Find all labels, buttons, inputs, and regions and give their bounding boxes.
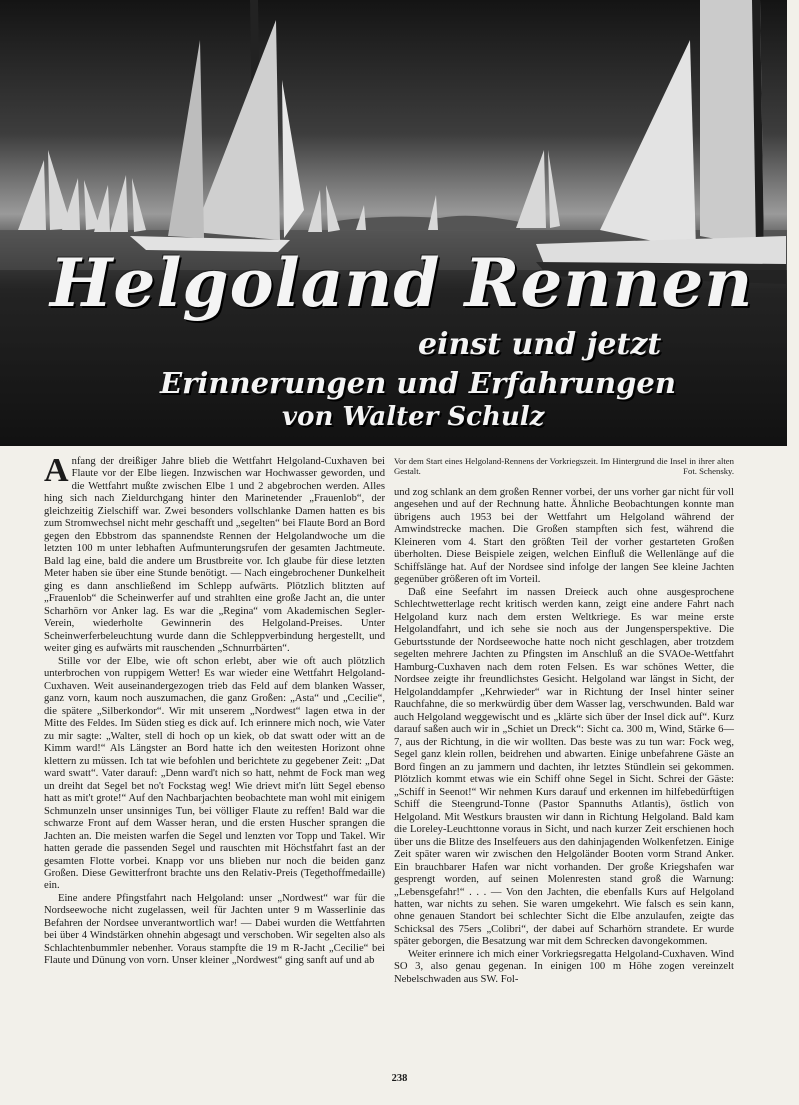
paragraph — [44, 452, 385, 656]
page-number: 238 — [391, 1073, 408, 1084]
header-photo — [0, 0, 787, 446]
text-column-left — [44, 452, 385, 968]
photo-credit: Fot. Schensky. — [683, 466, 734, 476]
paragraph: Daß eine Seefahrt im nassen Dreieck auch ohne ausgesprochene Schlechtwetterlage recht kritisch werden kann, zeigt eine andere Fahrt nach Helgoland kurz nach dem ersten Weltkriege. Es war meine erste Helgolandfahrt, und ich sehe sie noch aus der Jungensperspektive. Die Geburtsstunde der Nordseewoche hatte noch nicht geschlagen, aber trotzdem segelten mehrere Jachten zu Pfingsten im Anschluß an die SVAOe-Wettfahrt Hamburg-Cuxhaven nach dem roten Felsen. Es war schönes Wetter, die Nordsee zeigte ihr freundlichstes Gesicht. Helgoland war längst in Sicht, der Helgolanddampfer „Kehrwieder“ war in Richtung der Insel hinter seiner Rauchfahne, die so merkwürdig über dem Wasser lag, verschwunden. Bald war auch Helgoland weggewischt und es „klärte sich über der Insel dick auf“. Kurz darauf saßen auch wir in „Schiet un Dreck“: Sicht ca. 300 m, Wind, Stärke 6—7, aus der Richtung, in die wir wollten. Das beste was zu tun war: Fock weg, Segel ganz klein rollen, beidrehen und abwarten. Einige unbefahrene Gäste an Bord fingen an zu jammern und dachten, ihr letztes Stündlein sei gekommen. Plötzlich kommt etwas wie ein Schiff ohne Segel in Sicht. Schrei der Gäste: „Schiff in Seenot!“ Wir nehmen Kurs darauf und erkennen im hilfebedürftigen Schiff die Steengrund-Tonne (Pastor Spannuths Atlantis), östlich von Helgoland. Mit Westkurs brausten wir dann in Richtung Helgoland. Bald kam die Loreley-Leuchttonne voraus in Sicht, und nach kurzer Zeit erschienen hoch über uns die Blitze des Inselfeuers aus den dahinjagenden Wolkenfetzen. Einige Zeit später waren wir zwischen den Helgoländer Booten vorm Strand Anker. Ein brauchbarer Hafen war nicht vorhanden. Der große Kriegshafen war gesprengt worden, auf seinen Molenresten stand groß die Warnung: „Lebensgefahr!“ . . . — Von den Jachten, die ebenfalls Kurs auf Helgoland hatten, war nichts zu sehen. Sie waren umgekehrt. Wie falsch es sein kann, ohne genauen Standort bei schlechter Sicht die Elbe anzulaufen, zeigte das Schicksal des 75ers „Colibri“, der dabei auf Scharhörn strandete. Er wurde später geborgen, die Besatzung war mit dem Schrecken davongekommen. — [394, 586, 734, 948]
drop-cap: A — [44, 452, 69, 489]
paragraph: Weiter erinnere ich mich einer Vorkriegsregatta Helgoland-Cuxhaven. Wind SO 3, also genau gegenan. In einigen 100 m Höhe zogen vereinzelt Nebelschwaden aus SW. Fol- — [394, 948, 734, 985]
paragraph: Eine andere Pfingstfahrt nach Helgoland: unser „Nordwest“ war für die Nordseewoche nicht zugelassen, weil für Jachten unter 9 m Wasserlinie das Befahren der Nordsee unverantwortlich war! — Dabei wurden die Wettfahrten bei über 4 Windstärken ohnehin abgesagt und verschoben. Wir segelten also als Schlachtenbummler nebenher. Voraus stampfte die 19 m R-Jacht „Cecilie“ bei Flaute und Dünung von vorn. Unser kleiner „Nordwest“ ging sanft auf und ab — [44, 892, 385, 967]
paragraph: Stille vor der Elbe, wie oft schon erlebt, aber wie oft auch plötzlich unterbrochen von ruppigem Wetter! Es war wieder eine Wettfahrt Helgoland-Cuxhaven. Weit auseinandergezogen trieb das Feld auf dem blanken Wasser, ganz vorn, kaum noch auszumachen, die ganz Großen: „Asta“ und „Cecilie“, die spätere „Silberkondor“. Wir mit unserem „Nordwest“ lagen etwa in der Mitte des Feldes. Im Süden stieg es dick auf. Ich erinnere mich noch, wie Vater zu mir sagte: „Walter, stell di hoch op un kiek, ob dat swatt oder witt an de Kimm ward!“ Als Längster an Bord hatte ich den weitesten Horizont ohne klettern zu müssen. Ich tat wie befohlen und berichtete zu gegebener Zeit: „Dat ward swatt“. Vater darauf: „Denn ward't nich so hatt, nehmt de Fock man weg un dreiht dat Segel bet no't Fockstag weg! Wie drievt mit'n lütt Segel ebenso hatt as mit't grote!“ Auf den Nachbarjachten beobachtete man wohl mit einigem Schmunzeln unser unsinniges Tun, bei völliger Flaute zu reffen! Bald war die schwarze Front auf dem Wasser heran, und die ersten Huscher sprangen die Jachten an. Die meisten warfen die Segel und lenzten vor Topp und Takel. Wir hatten gerade die passenden Segel und rauschten mit Höchstfahrt fast an der gesamten Flotte vorbei. Knapp vor uns blieben nur noch die beiden ganz Großen. Diese Gewitterfront brachte uns den Relativ-Preis (Tegethoffmedaille) ein. — [44, 655, 385, 892]
headline: Helgoland Rennen — [50, 244, 754, 322]
caption-text: Vor dem Start eines Helgoland-Rennens der Vorkriegszeit. Im Hintergrund die Insel in ihrer alten Gestalt. — [394, 456, 734, 476]
headline-subtitle-2: Erinnerungen und Erfahrungen — [160, 366, 676, 400]
text-column-right — [394, 456, 734, 986]
photo-caption — [394, 456, 734, 476]
paragraph: und zog schlank an dem großen Renner vorbei, der uns vorher gar nicht für voll angesehen und auf der Rechnung hatte. Ähnliche Beobachtungen konnte man übrigens auch 1953 bei der Wettfahrt um Helgoland während der Amwindstrecke machen. Die Großen stampften sich fest, während die Kleineren vom 4. Start den größten Teil der vorher gestarteten Großen überholten. Diese Beispiele zeigen, welchen Einfluß die Wellenlänge auf die Schiffslänge hat. Auf der Nordsee sind infolge der langen See kleine Jachten gegenüber größeren oft im Vorteil. — [394, 487, 734, 586]
paragraph-text: nfang der dreißiger Jahre blieb die Wettfahrt Helgoland-Cuxhaven bei Flaute vor der Elbe liegen. Inzwischen war Hochwasser geworden, und die Wettfahrt mußte zwischen Elbe 1 und 2 abgebrochen werden. Alles hing sich nach Zieldurchgang hinter den Marinetender „Frauenlob“, der gleichzeitig Zielschiff war. Zwei besonders vollschlanke Damen hatten es bis zum Stromwechsel nicht mehr geschafft und „segelten“ bei Flaute Bord an Bord gegen den Ebbstrom das spannendste Rennen der Helgolandwoche um die letzten 100 m unter lebhaften Aufmunterungsrufen der gesamten Jachtmeute. Bald lag eine, bald die andere um Brustbreite vor. Ich glaube für diese letzten Meter haben sie über eine Stunde benötigt. — Nach eingebrochener Dunkelheit ging es dann anschließend im Schlepp aufwärts. Plötzlich blitzten auf „Frauenlob“ die Scheinwerfer auf und strahlten eine große Jacht an, die unter Scharhörn vor Anker lag. Es war die „Regina“ vom Akademischen Segler-Verein, wiederholte Gewinnerin des Helgoland-Preises. Unter Scheinwerferbeleuchtung wurde dann die Schleppverbindung hergestellt, und weiter ging es aufwärts mit rauschenden „Schnurrbärten“. — [44, 456, 385, 655]
author-line: von Walter Schulz — [282, 402, 545, 432]
headline-subtitle-1: einst und jetzt — [418, 327, 662, 362]
